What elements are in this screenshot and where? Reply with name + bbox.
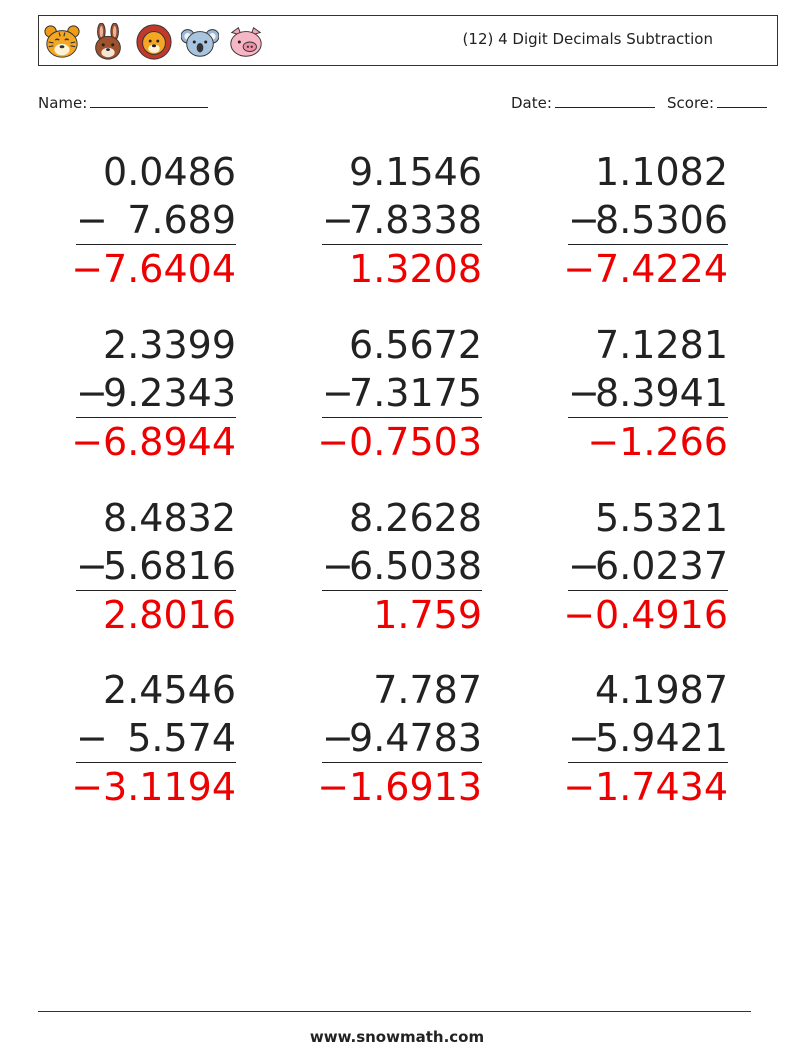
subtrahend: 8.5306 bbox=[595, 198, 728, 242]
subtrahend-row bbox=[568, 369, 728, 417]
subtrahend: 8.3941 bbox=[595, 371, 728, 415]
answer: −7.4224 bbox=[563, 247, 728, 291]
subtrahend: 9.4783 bbox=[349, 716, 482, 760]
subtraction-problem bbox=[71, 666, 236, 816]
subtrahend-row bbox=[568, 714, 728, 762]
minuend: 8.2628 bbox=[349, 496, 482, 540]
answer: −1.266 bbox=[587, 420, 728, 464]
subtrahend: 9.2343 bbox=[103, 371, 236, 415]
answer: 1.3208 bbox=[349, 247, 482, 291]
minus-sign: − bbox=[76, 198, 108, 242]
minuend: 9.1546 bbox=[349, 150, 482, 194]
subtraction-problem bbox=[317, 321, 482, 471]
minus-sign: − bbox=[76, 544, 108, 588]
name-blank[interactable] bbox=[90, 93, 208, 108]
subtraction-problem bbox=[71, 321, 236, 471]
minuend: 5.5321 bbox=[595, 496, 728, 540]
subtrahend-row bbox=[322, 369, 482, 417]
minus-sign: − bbox=[322, 544, 354, 588]
subtrahend-row bbox=[76, 196, 236, 244]
subtraction-problem bbox=[76, 494, 236, 644]
subtrahend-row bbox=[322, 542, 482, 590]
score-field bbox=[667, 93, 767, 112]
koala-face-icon bbox=[181, 23, 219, 61]
name-label: Name: bbox=[38, 94, 88, 112]
subtraction-problem bbox=[317, 666, 482, 816]
subtrahend: 5.6816 bbox=[103, 544, 236, 588]
minuend: 8.4832 bbox=[103, 496, 236, 540]
subtrahend-row bbox=[76, 369, 236, 417]
rabbit-face-icon bbox=[89, 23, 127, 61]
minus-sign: − bbox=[76, 371, 108, 415]
minus-sign: − bbox=[568, 544, 600, 588]
subtraction-problem bbox=[322, 148, 482, 298]
tiger-face-icon bbox=[43, 23, 81, 61]
minuend: 6.5672 bbox=[349, 323, 482, 367]
subtrahend-row bbox=[568, 542, 728, 590]
footer-divider bbox=[38, 1011, 751, 1012]
pig-face-icon bbox=[227, 23, 265, 61]
subtrahend: 5.574 bbox=[127, 716, 236, 760]
minuend: 7.787 bbox=[373, 668, 482, 712]
date-label: Date: bbox=[511, 94, 552, 112]
minus-sign: − bbox=[568, 198, 600, 242]
answer: 2.8016 bbox=[103, 593, 236, 637]
minuend: 0.0486 bbox=[103, 150, 236, 194]
score-label: Score: bbox=[667, 94, 715, 112]
minuend: 4.1987 bbox=[595, 668, 728, 712]
worksheet-header bbox=[38, 15, 778, 66]
minuend: 2.4546 bbox=[103, 668, 236, 712]
lion-face-icon bbox=[135, 23, 173, 61]
subtrahend-row bbox=[568, 196, 728, 244]
footer-website: www.snowmath.com bbox=[309, 1028, 485, 1046]
answer: 1.759 bbox=[373, 593, 482, 637]
subtraction-problem bbox=[71, 148, 236, 298]
subtrahend-row bbox=[76, 542, 236, 590]
subtrahend: 7.689 bbox=[127, 198, 236, 242]
answer: −0.4916 bbox=[563, 593, 728, 637]
answer: −3.1194 bbox=[71, 765, 236, 809]
subtraction-problem bbox=[563, 666, 728, 816]
subtraction-problem bbox=[563, 494, 728, 644]
minuend: 7.1281 bbox=[595, 323, 728, 367]
subtraction-problem bbox=[322, 494, 482, 644]
answer: −7.6404 bbox=[71, 247, 236, 291]
subtrahend-row bbox=[322, 714, 482, 762]
subtrahend: 7.3175 bbox=[349, 371, 482, 415]
subtraction-problem bbox=[563, 148, 728, 298]
minuend: 1.1082 bbox=[595, 150, 728, 194]
subtrahend-row bbox=[322, 196, 482, 244]
subtrahend: 5.9421 bbox=[595, 716, 728, 760]
minus-sign: − bbox=[322, 198, 354, 242]
subtrahend-row bbox=[76, 714, 236, 762]
minuend: 2.3399 bbox=[103, 323, 236, 367]
minus-sign: − bbox=[568, 716, 600, 760]
score-blank[interactable] bbox=[717, 93, 767, 108]
minus-sign: − bbox=[322, 371, 354, 415]
worksheet-title: (12) 4 Digit Decimals Subtraction bbox=[462, 30, 713, 48]
minus-sign: − bbox=[76, 716, 108, 760]
date-blank[interactable] bbox=[555, 93, 655, 108]
subtraction-problem bbox=[568, 321, 728, 471]
answer: −1.6913 bbox=[317, 765, 482, 809]
answer: −6.8944 bbox=[71, 420, 236, 464]
answer: −0.7503 bbox=[317, 420, 482, 464]
subtrahend: 6.5038 bbox=[349, 544, 482, 588]
name-field bbox=[38, 93, 208, 112]
subtrahend: 7.8338 bbox=[349, 198, 482, 242]
minus-sign: − bbox=[322, 716, 354, 760]
answer: −1.7434 bbox=[563, 765, 728, 809]
date-field bbox=[511, 93, 655, 112]
subtrahend: 6.0237 bbox=[595, 544, 728, 588]
minus-sign: − bbox=[568, 371, 600, 415]
